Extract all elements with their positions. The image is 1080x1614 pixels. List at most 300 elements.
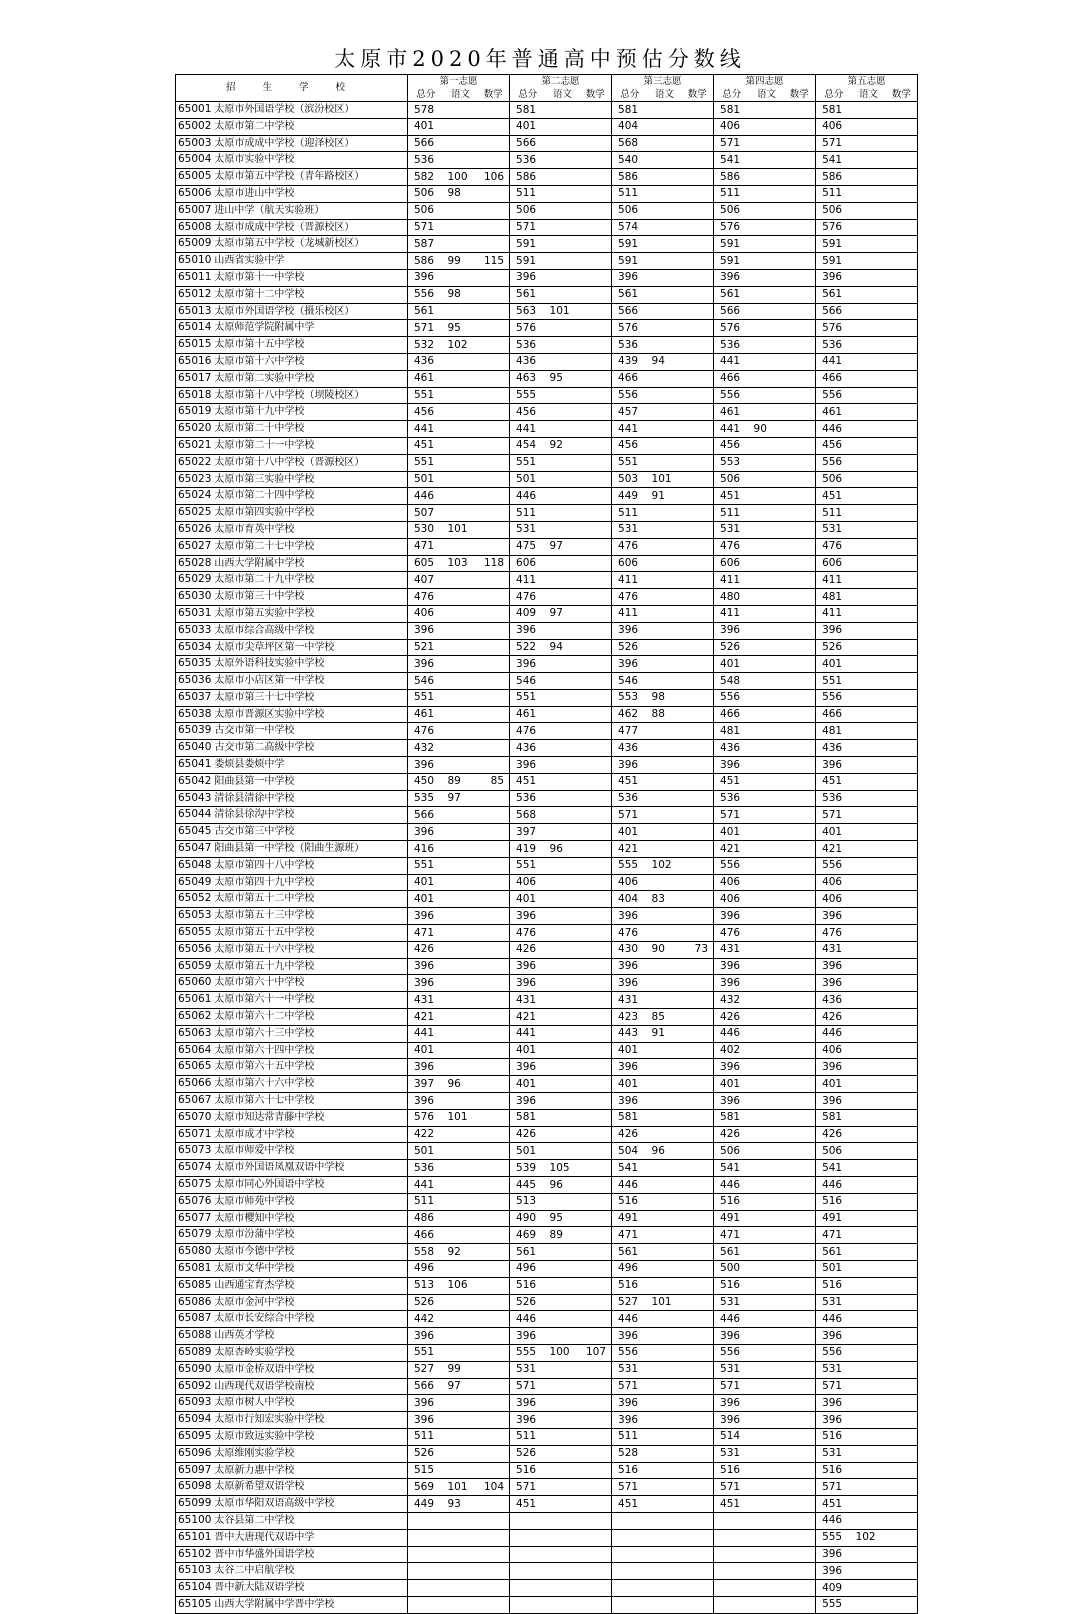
choice-4-total-score: 576 xyxy=(714,219,750,236)
school-code: 65012 xyxy=(178,287,212,300)
choice-2-total-score: 555 xyxy=(510,1344,546,1361)
choice-3-math-score xyxy=(682,1227,714,1244)
choice-2-math-score xyxy=(580,874,612,891)
choice-4-math-score xyxy=(784,1361,816,1378)
choice-1-chinese-score xyxy=(444,706,478,723)
choice-1-math-score xyxy=(478,1378,510,1395)
choice-5-total-score: 511 xyxy=(816,505,852,522)
choice-2-total-score: 563 xyxy=(510,303,546,320)
choice-1-math-score xyxy=(478,1580,510,1597)
school-cell xyxy=(176,538,408,555)
choice-2-chinese-score: 95 xyxy=(546,370,580,387)
school-cell xyxy=(176,1395,408,1412)
school-cell xyxy=(176,185,408,202)
choice-4-total-score: 531 xyxy=(714,1294,750,1311)
school-name: 太原市第五中学校（青年路校区） xyxy=(214,171,365,183)
choice-5-total-score: 555 xyxy=(816,1596,852,1613)
choice-5-math-score xyxy=(886,1445,918,1462)
choice-4-total-score: 548 xyxy=(714,673,750,690)
school-cell xyxy=(176,286,408,303)
choice-2-total-score: 506 xyxy=(510,202,546,219)
choice-3-chinese-score xyxy=(648,1445,682,1462)
choice-2-chinese-score xyxy=(546,102,580,119)
choice-2-chinese-score xyxy=(546,1277,580,1294)
choice-2-math-score xyxy=(580,353,612,370)
choice-4-math-score xyxy=(784,1244,816,1261)
choice-4-math-score xyxy=(784,874,816,891)
choice-2-math-score xyxy=(580,118,612,135)
choice-4-total-score: 401 xyxy=(714,1076,750,1093)
choice-2-chinese-score: 97 xyxy=(546,605,580,622)
choice-2-total-score: 445 xyxy=(510,1177,546,1194)
choice-1-math-score xyxy=(478,1160,510,1177)
choice-2-total-score: 397 xyxy=(510,824,546,841)
choice-3-chinese-score xyxy=(648,841,682,858)
choice-3-chinese-score xyxy=(648,589,682,606)
school-code: 65035 xyxy=(178,657,212,670)
choice-2-math-score xyxy=(580,152,612,169)
choice-4-math-score xyxy=(784,1311,816,1328)
school-code: 65081 xyxy=(178,1261,212,1274)
choice-4-math-score xyxy=(784,757,816,774)
choice-3-header: 第三志愿 xyxy=(612,75,714,89)
choice-5-chinese-score xyxy=(852,1160,886,1177)
total-header: 总分 xyxy=(816,88,852,102)
choice-4-chinese-score xyxy=(750,353,784,370)
choice-2-header: 第二志愿 xyxy=(510,75,612,89)
choice-1-total-score: 396 xyxy=(408,1093,444,1110)
choice-1-total-score: 511 xyxy=(408,1428,444,1445)
choice-4-total-score: 406 xyxy=(714,874,750,891)
choice-2-total-score: 396 xyxy=(510,269,546,286)
choice-2-total-score: 476 xyxy=(510,723,546,740)
choice-1-math-score xyxy=(478,421,510,438)
choice-1-math-score xyxy=(478,236,510,253)
choice-4-math-score xyxy=(784,404,816,421)
choice-5-total-score: 586 xyxy=(816,169,852,186)
choice-5-total-score: 571 xyxy=(816,1479,852,1496)
choice-5-math-score xyxy=(886,353,918,370)
choice-4-chinese-score xyxy=(750,1109,784,1126)
choice-1-chinese-score xyxy=(444,1210,478,1227)
choice-1-total-score: 441 xyxy=(408,1025,444,1042)
school-code: 65093 xyxy=(178,1396,212,1409)
choice-1-total-score: 551 xyxy=(408,857,444,874)
choice-5-math-score xyxy=(886,1596,918,1613)
choice-2-total-score: 511 xyxy=(510,185,546,202)
choice-5-total-score: 446 xyxy=(816,1177,852,1194)
choice-5-chinese-score xyxy=(852,1093,886,1110)
choice-5-math-score xyxy=(886,1059,918,1076)
school-name: 太原市第五十六中学校 xyxy=(214,943,315,955)
choice-4-math-score xyxy=(784,1227,816,1244)
table-row xyxy=(176,370,918,387)
choice-1-chinese-score xyxy=(444,908,478,925)
table-row xyxy=(176,1160,918,1177)
choice-1-chinese-score xyxy=(444,1563,478,1580)
choice-1-chinese-score: 92 xyxy=(444,1244,478,1261)
choice-1-math-score xyxy=(478,1126,510,1143)
school-name: 太原市长安综合中学校 xyxy=(214,1313,315,1325)
school-code: 65016 xyxy=(178,354,212,367)
school-code: 65003 xyxy=(178,136,212,149)
table-row xyxy=(176,454,918,471)
choice-2-chinese-score: 94 xyxy=(546,639,580,656)
choice-5-chinese-score xyxy=(852,1479,886,1496)
school-cell xyxy=(176,353,408,370)
choice-5-math-score xyxy=(886,1193,918,1210)
choice-4-chinese-score xyxy=(750,1462,784,1479)
choice-4-math-score xyxy=(784,1445,816,1462)
choice-4-total-score xyxy=(714,1596,750,1613)
choice-5-math-score xyxy=(886,807,918,824)
choice-4-math-score xyxy=(784,1479,816,1496)
table-row xyxy=(176,505,918,522)
school-cell xyxy=(176,857,408,874)
choice-3-total-score: 571 xyxy=(612,1378,648,1395)
choice-5-total-score: 406 xyxy=(816,1042,852,1059)
choice-4-chinese-score xyxy=(750,1361,784,1378)
choice-5-total-score: 531 xyxy=(816,1445,852,1462)
choice-4-chinese-score xyxy=(750,1160,784,1177)
choice-4-chinese-score xyxy=(750,437,784,454)
choice-3-total-score: 396 xyxy=(612,908,648,925)
choice-2-math-score xyxy=(580,857,612,874)
choice-4-total-score: 516 xyxy=(714,1277,750,1294)
choice-3-chinese-score xyxy=(648,219,682,236)
choice-4-math-score xyxy=(784,488,816,505)
choice-1-chinese-score xyxy=(444,488,478,505)
choice-4-total-score: 536 xyxy=(714,790,750,807)
choice-1-chinese-score xyxy=(444,1042,478,1059)
choice-2-total-score: 396 xyxy=(510,1412,546,1429)
choice-1-chinese-score xyxy=(444,975,478,992)
school-name: 晋中市华盛外国语学校 xyxy=(214,1548,315,1560)
choice-3-chinese-score xyxy=(648,1244,682,1261)
school-code: 65060 xyxy=(178,976,212,989)
table-row xyxy=(176,908,918,925)
choice-3-math-score xyxy=(682,1160,714,1177)
choice-1-chinese-score xyxy=(444,941,478,958)
choice-1-math-score xyxy=(478,958,510,975)
choice-2-total-score: 401 xyxy=(510,1042,546,1059)
choice-2-total-score: 501 xyxy=(510,1143,546,1160)
choice-1-math-score xyxy=(478,152,510,169)
choice-4-total-score xyxy=(714,1563,750,1580)
choice-5-math-score xyxy=(886,622,918,639)
choice-5-total-score: 491 xyxy=(816,1210,852,1227)
choice-4-math-score xyxy=(784,202,816,219)
choice-5-math-score xyxy=(886,790,918,807)
choice-1-math-score xyxy=(478,1143,510,1160)
school-code: 65090 xyxy=(178,1362,212,1375)
choice-5-chinese-score xyxy=(852,1361,886,1378)
choice-2-total-score: 606 xyxy=(510,555,546,572)
choice-5-math-score xyxy=(886,1529,918,1546)
choice-1-math-score xyxy=(478,992,510,1009)
choice-5-math-score xyxy=(886,757,918,774)
table-row xyxy=(176,706,918,723)
choice-1-math-score xyxy=(478,1546,510,1563)
choice-5-math-score xyxy=(886,1311,918,1328)
school-name: 太原市第十五中学校 xyxy=(214,339,305,351)
choice-5-math-score xyxy=(886,874,918,891)
choice-2-chinese-score: 97 xyxy=(546,538,580,555)
choice-5-chinese-score xyxy=(852,1311,886,1328)
choice-3-chinese-score: 85 xyxy=(648,1009,682,1026)
choice-4-chinese-score xyxy=(750,169,784,186)
choice-3-chinese-score xyxy=(648,773,682,790)
choice-4-math-score xyxy=(784,437,816,454)
school-name: 太原市育英中学校 xyxy=(214,523,295,535)
choice-4-chinese-score xyxy=(750,320,784,337)
choice-1-math-score xyxy=(478,118,510,135)
choice-1-total-score: 566 xyxy=(408,807,444,824)
choice-2-math-score xyxy=(580,1009,612,1026)
school-name: 太原市行知宏实验中学校 xyxy=(214,1414,325,1426)
choice-1-math-score xyxy=(478,505,510,522)
choice-1-math-score xyxy=(478,1193,510,1210)
table-row xyxy=(176,1177,918,1194)
choice-1-chinese-score xyxy=(444,656,478,673)
choice-1-chinese-score: 96 xyxy=(444,1076,478,1093)
choice-1-total-score: 471 xyxy=(408,538,444,555)
table-row xyxy=(176,1210,918,1227)
choice-5-total-score: 516 xyxy=(816,1462,852,1479)
choice-5-chinese-score xyxy=(852,1294,886,1311)
choice-4-chinese-score xyxy=(750,1244,784,1261)
choice-1-math-score xyxy=(478,656,510,673)
school-cell xyxy=(176,925,408,942)
choice-5-total-score: 401 xyxy=(816,656,852,673)
table-row xyxy=(176,757,918,774)
choice-4-chinese-score xyxy=(750,891,784,908)
choice-3-total-score: 586 xyxy=(612,169,648,186)
choice-2-math-score xyxy=(580,1529,612,1546)
choice-3-total-score: 396 xyxy=(612,1395,648,1412)
choice-1-total-score: 558 xyxy=(408,1244,444,1261)
choice-3-chinese-score xyxy=(648,1109,682,1126)
choice-5-math-score xyxy=(886,387,918,404)
choice-3-math-score xyxy=(682,572,714,589)
choice-3-total-score: 430 xyxy=(612,941,648,958)
school-code: 65086 xyxy=(178,1295,212,1308)
choice-5-chinese-score xyxy=(852,555,886,572)
school-name: 太原市第六十三中学校 xyxy=(214,1027,315,1039)
choice-1-total-score: 401 xyxy=(408,118,444,135)
choice-3-math-score xyxy=(682,1529,714,1546)
choice-5-chinese-score xyxy=(852,656,886,673)
choice-1-chinese-score xyxy=(444,1025,478,1042)
choice-5-total-score: 506 xyxy=(816,1143,852,1160)
choice-3-chinese-score xyxy=(648,1177,682,1194)
choice-3-chinese-score xyxy=(648,605,682,622)
table-row xyxy=(176,1378,918,1395)
choice-5-chinese-score xyxy=(852,841,886,858)
choice-1-math-score xyxy=(478,1412,510,1429)
choice-5-math-score xyxy=(886,538,918,555)
school-cell xyxy=(176,589,408,606)
choice-5-total-score: 396 xyxy=(816,1093,852,1110)
choice-5-math-score xyxy=(886,253,918,270)
choice-5-total-score: 396 xyxy=(816,1546,852,1563)
choice-5-math-score xyxy=(886,1025,918,1042)
choice-3-math-score xyxy=(682,874,714,891)
choice-4-chinese-score xyxy=(750,807,784,824)
school-code: 65099 xyxy=(178,1497,212,1510)
choice-4-math-score xyxy=(784,1378,816,1395)
choice-5-math-score xyxy=(886,1260,918,1277)
choice-5-chinese-score xyxy=(852,639,886,656)
choice-3-math-score xyxy=(682,958,714,975)
choice-4-total-score: 531 xyxy=(714,1445,750,1462)
choice-3-chinese-score xyxy=(648,1428,682,1445)
choice-5-math-score xyxy=(886,908,918,925)
choice-4-chinese-score xyxy=(750,1193,784,1210)
choice-2-total-score: 591 xyxy=(510,236,546,253)
school-cell xyxy=(176,454,408,471)
choice-2-total-score: 561 xyxy=(510,1244,546,1261)
choice-3-total-score: 561 xyxy=(612,1244,648,1261)
choice-1-total-score: 501 xyxy=(408,1143,444,1160)
choice-3-total-score: 396 xyxy=(612,622,648,639)
choice-2-math-score xyxy=(580,1328,612,1345)
choice-4-math-score xyxy=(784,639,816,656)
choice-3-total-score: 396 xyxy=(612,269,648,286)
choice-2-math-score xyxy=(580,622,612,639)
choice-1-total-score: 566 xyxy=(408,135,444,152)
school-cell xyxy=(176,1445,408,1462)
choice-5-total-score: 396 xyxy=(816,622,852,639)
choice-5-total-score: 516 xyxy=(816,1277,852,1294)
choice-2-total-score: 536 xyxy=(510,337,546,354)
choice-1-total-score: 422 xyxy=(408,1126,444,1143)
choice-2-chinese-score xyxy=(546,1378,580,1395)
choice-2-math-score xyxy=(580,790,612,807)
choice-5-math-score xyxy=(886,706,918,723)
choice-3-math-score xyxy=(682,824,714,841)
choice-4-math-score xyxy=(784,471,816,488)
choice-3-math-score xyxy=(682,337,714,354)
choice-2-math-score xyxy=(580,404,612,421)
choice-1-chinese-score xyxy=(444,639,478,656)
choice-1-total-score: 441 xyxy=(408,1177,444,1194)
choice-5-total-score: 606 xyxy=(816,555,852,572)
choice-3-math-score xyxy=(682,152,714,169)
choice-4-chinese-score xyxy=(750,1328,784,1345)
choice-2-chinese-score xyxy=(546,404,580,421)
table-row xyxy=(176,269,918,286)
choice-2-chinese-score xyxy=(546,1311,580,1328)
choice-3-chinese-score xyxy=(648,169,682,186)
choice-1-total-score: 461 xyxy=(408,706,444,723)
table-row xyxy=(176,589,918,606)
choice-2-math-score xyxy=(580,1126,612,1143)
choice-4-total-score: 491 xyxy=(714,1210,750,1227)
choice-3-total-score: 396 xyxy=(612,975,648,992)
choice-1-chinese-score xyxy=(444,505,478,522)
choice-1-math-score xyxy=(478,1059,510,1076)
choice-4-chinese-score xyxy=(750,589,784,606)
school-cell xyxy=(176,891,408,908)
choice-3-math-score xyxy=(682,992,714,1009)
school-cell xyxy=(176,135,408,152)
choice-1-math-score xyxy=(478,824,510,841)
choice-3-total-score: 396 xyxy=(612,958,648,975)
choice-2-chinese-score xyxy=(546,454,580,471)
choice-2-math-score xyxy=(580,236,612,253)
school-code: 65052 xyxy=(178,892,212,905)
choice-3-math-score xyxy=(682,236,714,253)
school-cell xyxy=(176,1143,408,1160)
choice-5-total-score: 556 xyxy=(816,387,852,404)
choice-5-total-score: 406 xyxy=(816,891,852,908)
choice-5-chinese-score xyxy=(852,437,886,454)
school-code: 65025 xyxy=(178,506,212,519)
choice-2-math-score xyxy=(580,1546,612,1563)
choice-2-math-score xyxy=(580,589,612,606)
school-code: 65022 xyxy=(178,455,212,468)
choice-4-math-score xyxy=(784,185,816,202)
choice-4-total-score: 396 xyxy=(714,622,750,639)
choice-5-math-score xyxy=(886,1042,918,1059)
choice-3-math-score xyxy=(682,286,714,303)
choice-4-math-score xyxy=(784,857,816,874)
choice-2-total-score: 551 xyxy=(510,689,546,706)
choice-3-chinese-score xyxy=(648,269,682,286)
table-row xyxy=(176,1328,918,1345)
choice-3-total-score: 536 xyxy=(612,790,648,807)
choice-2-chinese-score xyxy=(546,505,580,522)
choice-4-total-score: 446 xyxy=(714,1025,750,1042)
choice-3-chinese-score xyxy=(648,824,682,841)
choice-1-total-score: 556 xyxy=(408,286,444,303)
choice-2-total-score: 516 xyxy=(510,1462,546,1479)
choice-5-chinese-score xyxy=(852,1496,886,1513)
choice-3-chinese-score xyxy=(648,673,682,690)
choice-5-math-score xyxy=(886,1277,918,1294)
table-row xyxy=(176,1244,918,1261)
choice-1-math-score xyxy=(478,874,510,891)
choice-2-math-score xyxy=(580,639,612,656)
school-code: 65015 xyxy=(178,338,212,351)
choice-1-total-score: 396 xyxy=(408,975,444,992)
table-row xyxy=(176,1580,918,1597)
table-row xyxy=(176,1076,918,1093)
math-header: 数学 xyxy=(682,88,714,102)
choice-2-math-score xyxy=(580,1563,612,1580)
choice-5-chinese-score xyxy=(852,622,886,639)
school-name: 太原市第六十七中学校 xyxy=(214,1095,315,1107)
school-cell xyxy=(176,1227,408,1244)
choice-3-chinese-score xyxy=(648,1546,682,1563)
choice-3-total-score: 451 xyxy=(612,1496,648,1513)
choice-5-chinese-score xyxy=(852,303,886,320)
school-name: 太原市第十六中学校 xyxy=(214,355,305,367)
choice-4-total-score: 426 xyxy=(714,1009,750,1026)
choice-3-total-score: 476 xyxy=(612,589,648,606)
choice-4-chinese-score xyxy=(750,1412,784,1429)
choice-5-chinese-score xyxy=(852,1025,886,1042)
choice-1-chinese-score xyxy=(444,605,478,622)
choice-1-math-score xyxy=(478,1109,510,1126)
choice-1-math-score xyxy=(478,1496,510,1513)
choice-2-total-score: 401 xyxy=(510,891,546,908)
choice-1-chinese-score: 101 xyxy=(444,521,478,538)
choice-3-chinese-score xyxy=(648,404,682,421)
school-name: 山西英才学校 xyxy=(214,1330,275,1342)
choice-4-math-score xyxy=(784,538,816,555)
